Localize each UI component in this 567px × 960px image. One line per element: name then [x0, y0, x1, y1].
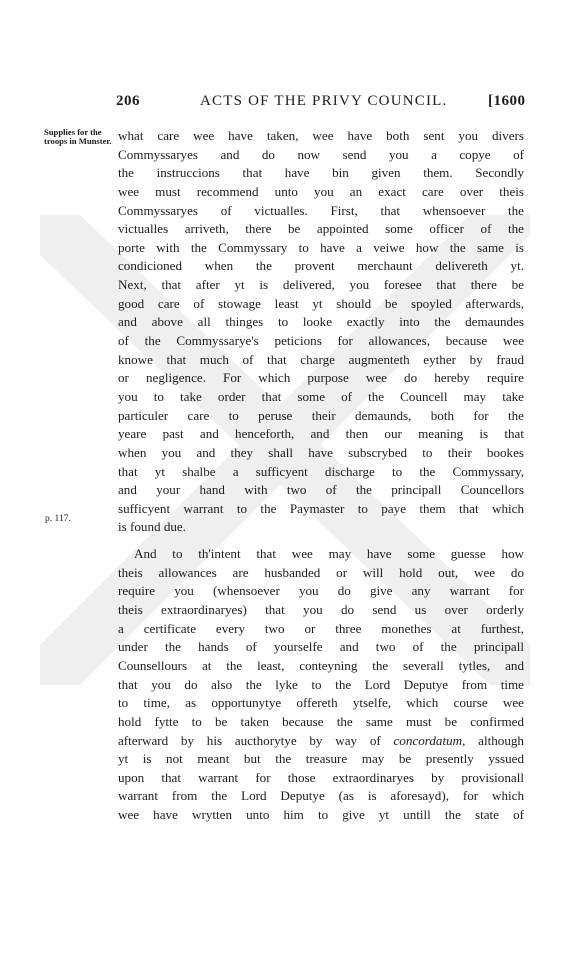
text-segment: afterward by his aucthorytye by way of: [118, 732, 394, 748]
text-line: wee must recommend unto you an exact care over theis: [118, 183, 524, 199]
text-line: upon that warrant for those extraordinaryes by provisionall: [118, 769, 524, 785]
text-line: condicioned when the provent merchaunt delivereth yt.: [118, 258, 524, 274]
text-line: Commyssaryes of victualles. First, that whensoever the: [118, 202, 524, 218]
text-line: theis extraordinaryes) that you do send us over orderly: [118, 602, 524, 618]
text-line: and above all thinges to looke exactly into the demaundes: [118, 314, 524, 330]
paragraph-1: [118, 127, 524, 537]
text-line: to time, as opportunytye offereth ytselfe, which course wee: [118, 695, 524, 711]
text-line: a certificate every two or three monethes at furthest,: [118, 620, 524, 636]
text-line: porte with the Commyssary to have a veiwe how the same is: [118, 239, 524, 255]
text-line: that you do also the lyke to the Lord Deputye from time: [118, 676, 524, 692]
main-text: [118, 127, 524, 825]
text-line: what care wee have taken, wee have both sent you divers: [118, 128, 524, 143]
text-line: you to take order that some of the Councell may take: [118, 388, 524, 404]
text-line: theis allowances are husbanded or will hold out, wee do: [118, 564, 524, 580]
text-line: Commyssaryes and do now send you a copye of: [118, 146, 524, 162]
italic-term: concordatum,: [393, 732, 466, 748]
text-line: is found due.: [118, 519, 187, 535]
text-line: good care of stowage least yt should be spoyled afterwards,: [118, 295, 524, 311]
text-line: wee have wrytten unto him to give yt untill the state of: [118, 807, 524, 823]
text-line: or negligence. For which purpose wee do hereby require: [118, 370, 524, 386]
text-line: yt is not meant but the treasure may be presently yssued: [118, 751, 524, 767]
text-line: Next, that after yt is delivered, you foresee that there be: [118, 277, 524, 293]
text-line: sufficyent warrant to the Paymaster to paye them that which: [118, 500, 524, 516]
text-line: the instruccions that have bin given them. Secondly: [118, 165, 524, 181]
text-line: and your hand with two of the principall Councellors: [118, 482, 524, 498]
text-line: under the hands of yourselfe and two of the principall: [118, 639, 524, 655]
text-line: knowe that much of that charge augmenteth eyther by fraud: [118, 351, 524, 367]
margin-page-reference: p. 117.: [45, 514, 71, 524]
text-line: particuler care to peruse their demaunds, both for the: [118, 407, 524, 423]
paragraph-2: [118, 545, 524, 825]
text-line: of the Commyssarye's peticions for allowances, because wee: [118, 333, 524, 349]
running-title: ACTS OF THE PRIVY COUNCIL.: [200, 93, 448, 109]
header-year: [1600: [488, 93, 526, 109]
text-line: hold fytte to be taken because the same must be confirmed: [118, 713, 524, 729]
text-segment: although: [465, 732, 524, 748]
margin-sidenote: Supplies for the troops in Munster.: [44, 127, 112, 147]
page-header: [0, 93, 567, 115]
text-line: Counsellours at the least, conteyning the severall tytles, and: [118, 657, 524, 673]
page-number: 206: [116, 93, 140, 109]
text-line: yeare past and henceforth, and then our meaning is that: [118, 426, 524, 442]
text-line: when you and they shall have subscrybed to their bookes: [118, 444, 524, 460]
text-line: that yt shalbe a sufficyent discharge to the Commyssary,: [118, 463, 524, 479]
text-line-with-italic: [118, 732, 524, 751]
text-line: warrant from the Lord Deputye (as is aforesayd), for which: [118, 788, 524, 804]
text-line: And to th'intent that wee may have some guesse how: [134, 546, 524, 562]
text-line: victualles arriveth, there be appointed some officer of the: [118, 221, 524, 237]
text-line: require you (whensoever you do give any warrant for: [118, 583, 524, 599]
